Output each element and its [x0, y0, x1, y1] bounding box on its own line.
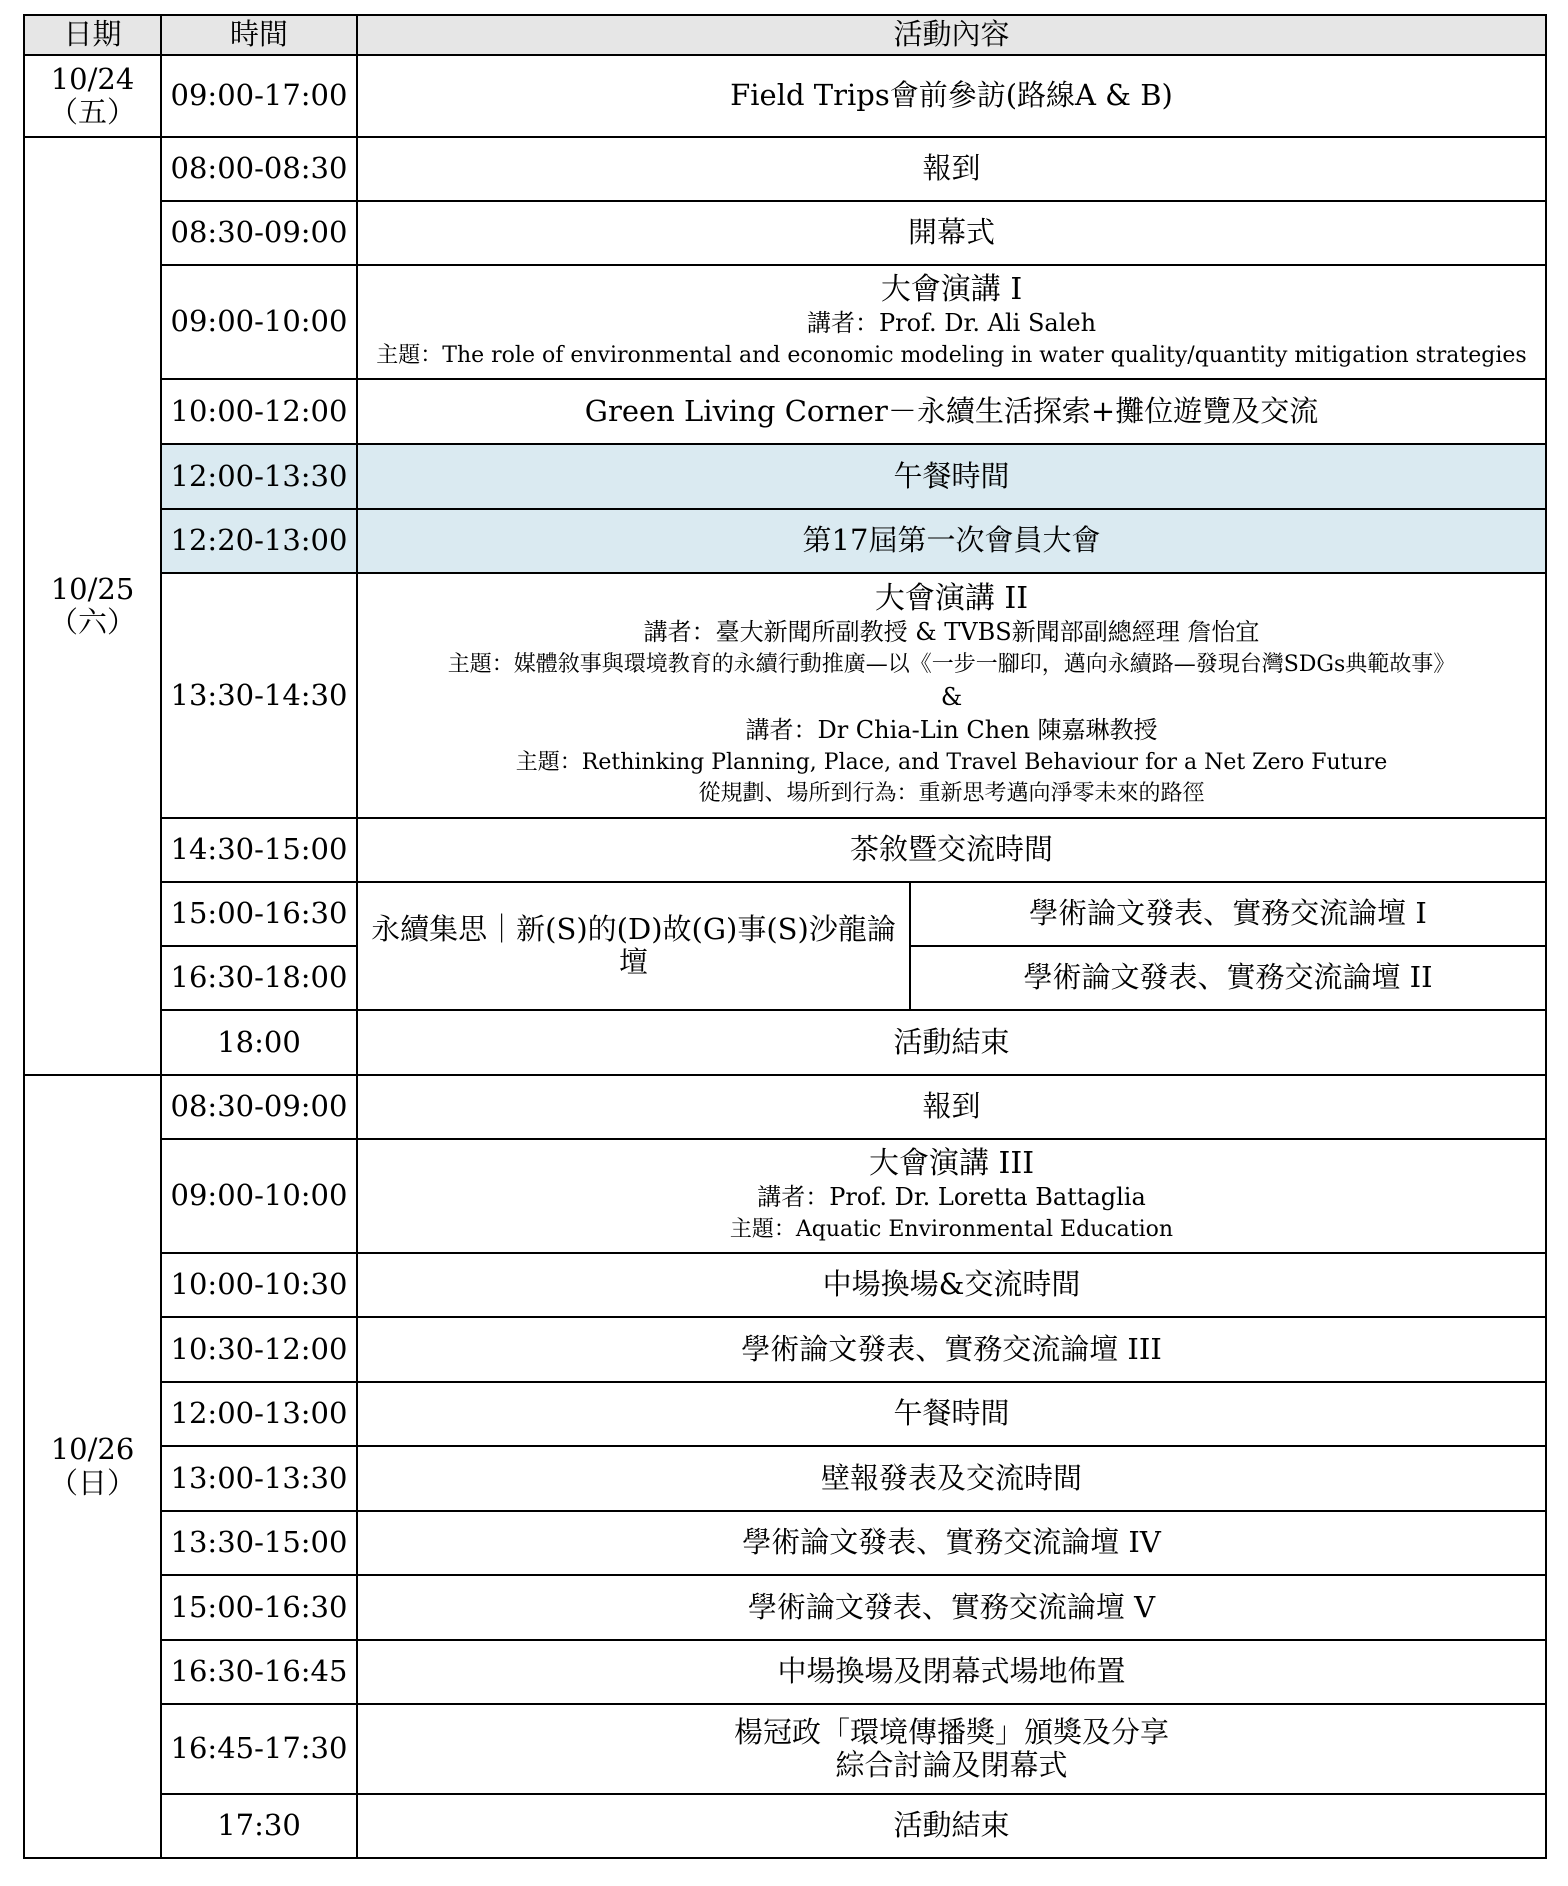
time-cell: 08:30-09:00: [161, 201, 357, 265]
table-row: [24, 1640, 1546, 1704]
keynote-title: 大會演講 I: [880, 271, 1023, 307]
table-row: [24, 1794, 1546, 1858]
closing-cell: [357, 1704, 1546, 1794]
table-row: [24, 201, 1546, 265]
day1-date: 10/24: [50, 61, 135, 96]
time-cell: 09:00-10:00: [161, 1139, 357, 1253]
day3-weekday: （日）: [48, 1465, 136, 1500]
table-row: [24, 1253, 1546, 1317]
time-cell: 12:00-13:30: [161, 444, 357, 509]
time-cell: 17:30: [161, 1794, 357, 1858]
table-row: [24, 1704, 1546, 1794]
time-cell: 16:30-16:45: [161, 1640, 357, 1704]
keynote-speaker: 講者：Prof. Dr. Ali Saleh: [806, 309, 1097, 338]
time-cell: 10:00-10:30: [161, 1253, 357, 1317]
time-cell: 13:30-15:00: [161, 1511, 357, 1575]
closing-title: 綜合討論及閉幕式: [835, 1748, 1068, 1782]
keynote-speaker: 講者：Dr Chia-Lin Chen 陳嘉琳教授: [745, 716, 1158, 745]
award-title: 楊冠政「環境傳播獎」頒獎及分享: [734, 1714, 1170, 1749]
keynote-title: 大會演講 III: [868, 1145, 1035, 1181]
table-row: [24, 818, 1546, 882]
activity-cell: 學術論文發表、實務交流論壇 V: [357, 1575, 1546, 1640]
keynote-3-cell: [357, 1139, 1546, 1253]
time-cell: 12:20-13:00: [161, 509, 357, 573]
keynote-1-cell: [357, 265, 1546, 379]
table-row: [24, 1511, 1546, 1575]
day3-date: 10/26: [50, 1432, 135, 1467]
header-row: [24, 15, 1546, 55]
activity-cell: 活動結束: [357, 1794, 1546, 1858]
activity-cell: 第17屆第一次會員大會: [357, 509, 1546, 573]
activity-cell: 午餐時間: [357, 1382, 1546, 1446]
table-row: [24, 1317, 1546, 1382]
time-cell: 09:00-10:00: [161, 265, 357, 379]
ampersand: &: [940, 682, 963, 711]
table-row: [24, 1139, 1546, 1253]
activity-cell: Green Living Corner－永續生活探索+攤位遊覽及交流: [357, 379, 1546, 444]
keynote-title: 大會演講 II: [874, 580, 1029, 616]
day2-date: 10/25: [50, 571, 135, 606]
activity-cell: 報到: [357, 1075, 1546, 1139]
table-row: [24, 1075, 1546, 1139]
activity-cell: 午餐時間: [357, 444, 1546, 509]
day3-date-cell: [24, 1075, 161, 1858]
keynote-topic-zh: 從規劃、場所到行為：重新思考邁向淨零未來的路徑: [698, 780, 1205, 806]
time-cell: 13:00-13:30: [161, 1446, 357, 1511]
keynote-topic: 主題：Aquatic Environmental Education: [729, 1216, 1174, 1242]
salon-cell: 永續集思｜新(S)的(D)故(G)事(S)沙龍論壇: [357, 882, 910, 1010]
table-row: [24, 1446, 1546, 1511]
table-row: [24, 882, 1546, 946]
activity-cell: 學術論文發表、實務交流論壇 IV: [357, 1511, 1546, 1575]
table-row: [24, 1010, 1546, 1075]
time-cell: 14:30-15:00: [161, 818, 357, 882]
time-cell: 18:00: [161, 1010, 357, 1075]
activity-cell: 茶敘暨交流時間: [357, 818, 1546, 882]
table-row: [24, 379, 1546, 444]
table-row: [24, 55, 1546, 137]
time-cell: 08:30-09:00: [161, 1075, 357, 1139]
keynote-speaker: 講者：臺大新聞所副教授 & TVBS新聞部副總經理 詹怡宜: [643, 618, 1260, 647]
day2-date-cell: [24, 137, 161, 1075]
schedule-table: [23, 14, 1547, 1859]
table-row: [24, 573, 1546, 818]
time-cell: 10:00-12:00: [161, 379, 357, 444]
time-cell: 15:00-16:30: [161, 882, 357, 946]
activity-cell: 學術論文發表、實務交流論壇 II: [910, 946, 1546, 1010]
time-cell: 15:00-16:30: [161, 1575, 357, 1640]
activity-cell: 學術論文發表、實務交流論壇 III: [357, 1317, 1546, 1382]
activity-cell: 學術論文發表、實務交流論壇 I: [910, 882, 1546, 946]
time-cell: 12:00-13:00: [161, 1382, 357, 1446]
day1-weekday: （五）: [48, 95, 136, 129]
keynote-2-cell: [357, 573, 1546, 818]
activity-cell: 中場換場及閉幕式場地佈置: [357, 1640, 1546, 1704]
header-content: 活動內容: [357, 15, 1546, 55]
table-row: [24, 509, 1546, 573]
keynote-topic: 主題：The role of environmental and economic modeling in water quality/quantity mitigation strategies: [376, 342, 1527, 368]
time-cell: 16:45-17:30: [161, 1704, 357, 1794]
time-cell: 08:00-08:30: [161, 137, 357, 201]
day1-date-cell: [24, 55, 161, 137]
activity-cell: 活動結束: [357, 1010, 1546, 1075]
keynote-topic: 主題：Rethinking Planning, Place, and Travel Behaviour for a Net Zero Future: [515, 749, 1388, 775]
header-date: 日期: [24, 15, 161, 55]
table-row: [24, 137, 1546, 201]
time-cell: 09:00-17:00: [161, 55, 357, 137]
day2-weekday: （六）: [48, 605, 136, 639]
table-row: [24, 444, 1546, 509]
keynote-speaker: 講者：Prof. Dr. Loretta Battaglia: [757, 1183, 1146, 1212]
activity-cell: 報到: [357, 137, 1546, 201]
table-row: [24, 265, 1546, 379]
header-time: 時間: [161, 15, 357, 55]
activity-cell: 開幕式: [357, 201, 1546, 265]
table-row: [24, 1382, 1546, 1446]
time-cell: 13:30-14:30: [161, 573, 357, 818]
activity-cell: 中場換場&交流時間: [357, 1253, 1546, 1317]
time-cell: 16:30-18:00: [161, 946, 357, 1010]
activity-cell: 壁報發表及交流時間: [357, 1446, 1546, 1511]
time-cell: 10:30-12:00: [161, 1317, 357, 1382]
activity-cell: Field Trips會前參訪(路線A & B): [357, 55, 1546, 137]
table-row: [24, 1575, 1546, 1640]
keynote-topic: 主題：媒體敘事與環境教育的永續行動推廣—以《一步一腳印，邁向永續路—發現台灣SDGs典範故事》: [447, 651, 1456, 677]
